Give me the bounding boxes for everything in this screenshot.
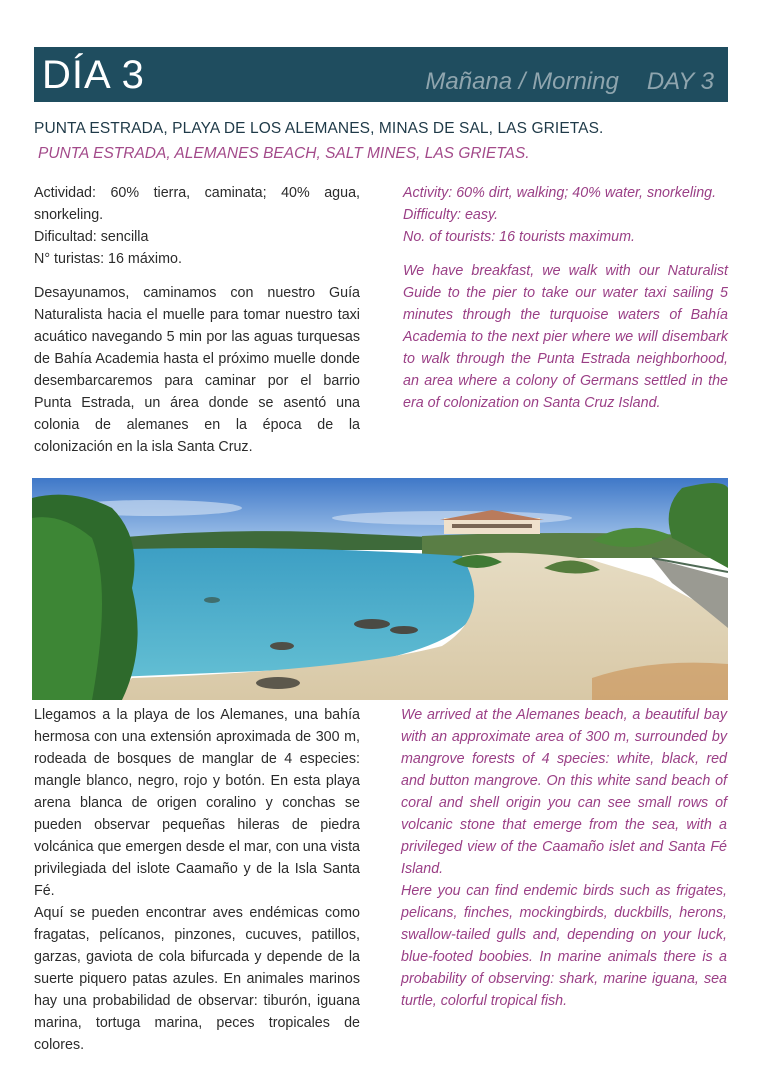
day-title-en: DAY 3 — [646, 68, 714, 95]
difficulty-es: Dificultad: sencilla — [34, 229, 149, 245]
beach-paragraph-1-es: Llegamos a la playa de los Alemanes, una bahía hermosa con una extensión aproximada de 300 m, rodeada de bosques de manglar de 4 especies: mangle blanco, negro, rojo y botón. En esta playa arena blanca de origen coralino y conchas se pueden observar pequeñas hileras de piedra volcánica que emergen desde el mar, con una vista privilegiada del islote Caamaño y de la Isla Santa Fé. — [34, 707, 360, 899]
beach-paragraph-2-es: Aquí se pueden encontrar aves endémicas como fragatas, pelícanos, pinzones, cucuves, patillos, garzas, gaviota de cola bifurcada y depende de la suerte piquero patas azules. En animales marinos hay una probabilidad de observar: tiburón, iguana marina, tortuga marina, peces tropicales de colores. — [34, 905, 360, 1053]
route-title-en: PUNTA ESTRADA, ALEMANES BEACH, SALT MINES, LAS GRIETAS. — [38, 145, 530, 162]
beach-block-en — [401, 704, 727, 1012]
info-block-en — [403, 182, 728, 414]
activity-en: Activity: 60% dirt, walking; 40% water, snorkeling. — [403, 185, 717, 201]
day-header — [34, 47, 728, 102]
route-title-es: PUNTA ESTRADA, PLAYA DE LOS ALEMANES, MINAS DE SAL, LAS GRIETAS. — [34, 120, 604, 137]
beach-block-es — [34, 704, 360, 1056]
tourists-es: N° turistas: 16 máximo. — [34, 251, 182, 267]
time-of-day: Mañana / Morning — [425, 68, 619, 95]
intro-es: Desayunamos, caminamos con nuestro Guía Naturalista hacia el muelle para tomar nuestro taxi acuático navegando 5 min por las aguas turquesas de Bahía Academia hasta el próximo muelle donde desembarcaremos para caminar por el barrio Punta Estrada, un área donde se asentó una colonia de alemanes en la época de la colonización en la isla Santa Cruz. — [34, 285, 360, 455]
header-subtitle — [397, 67, 714, 97]
intro-en: We have breakfast, we walk with our Naturalist Guide to the pier to take our water taxi sailing 5 minutes through the turquoise waters of Bahía Academia to the next pier where we will disembark to walk through the Punta Estrada neighborhood, an area where a colony of Germans settled in the era of colonization on Santa Cruz Island. — [403, 263, 728, 411]
difficulty-en: Difficulty: easy. — [403, 207, 499, 223]
info-block-es — [34, 182, 360, 458]
beach-photo — [32, 478, 728, 700]
day-title: DÍA 3 — [42, 53, 145, 97]
tourists-en: No. of tourists: 16 tourists maximum. — [403, 229, 635, 245]
activity-es: Actividad: 60% tierra, caminata; 40% agua, snorkeling. — [34, 185, 360, 223]
beach-paragraph-2-en: Here you can find endemic birds such as frigates, pelicans, finches, mockingbirds, duckbills, herons, swallow-tailed gulls and, depending on your luck, blue-footed boobies. In marine animals there is a probability of observing: shark, marine iguana, sea turtle, colorful tropical fish. — [401, 883, 727, 1009]
beach-paragraph-1-en: We arrived at the Alemanes beach, a beautiful bay with an approximate area of 300 m, surrounded by mangrove forests of 4 species: white, black, red and button mangrove. On this white sand beach of coral and shell origin you can see small rows of volcanic stone that emerge from the sea, with a privileged view of the Caamaño islet and Santa Fé Island. — [401, 707, 727, 877]
